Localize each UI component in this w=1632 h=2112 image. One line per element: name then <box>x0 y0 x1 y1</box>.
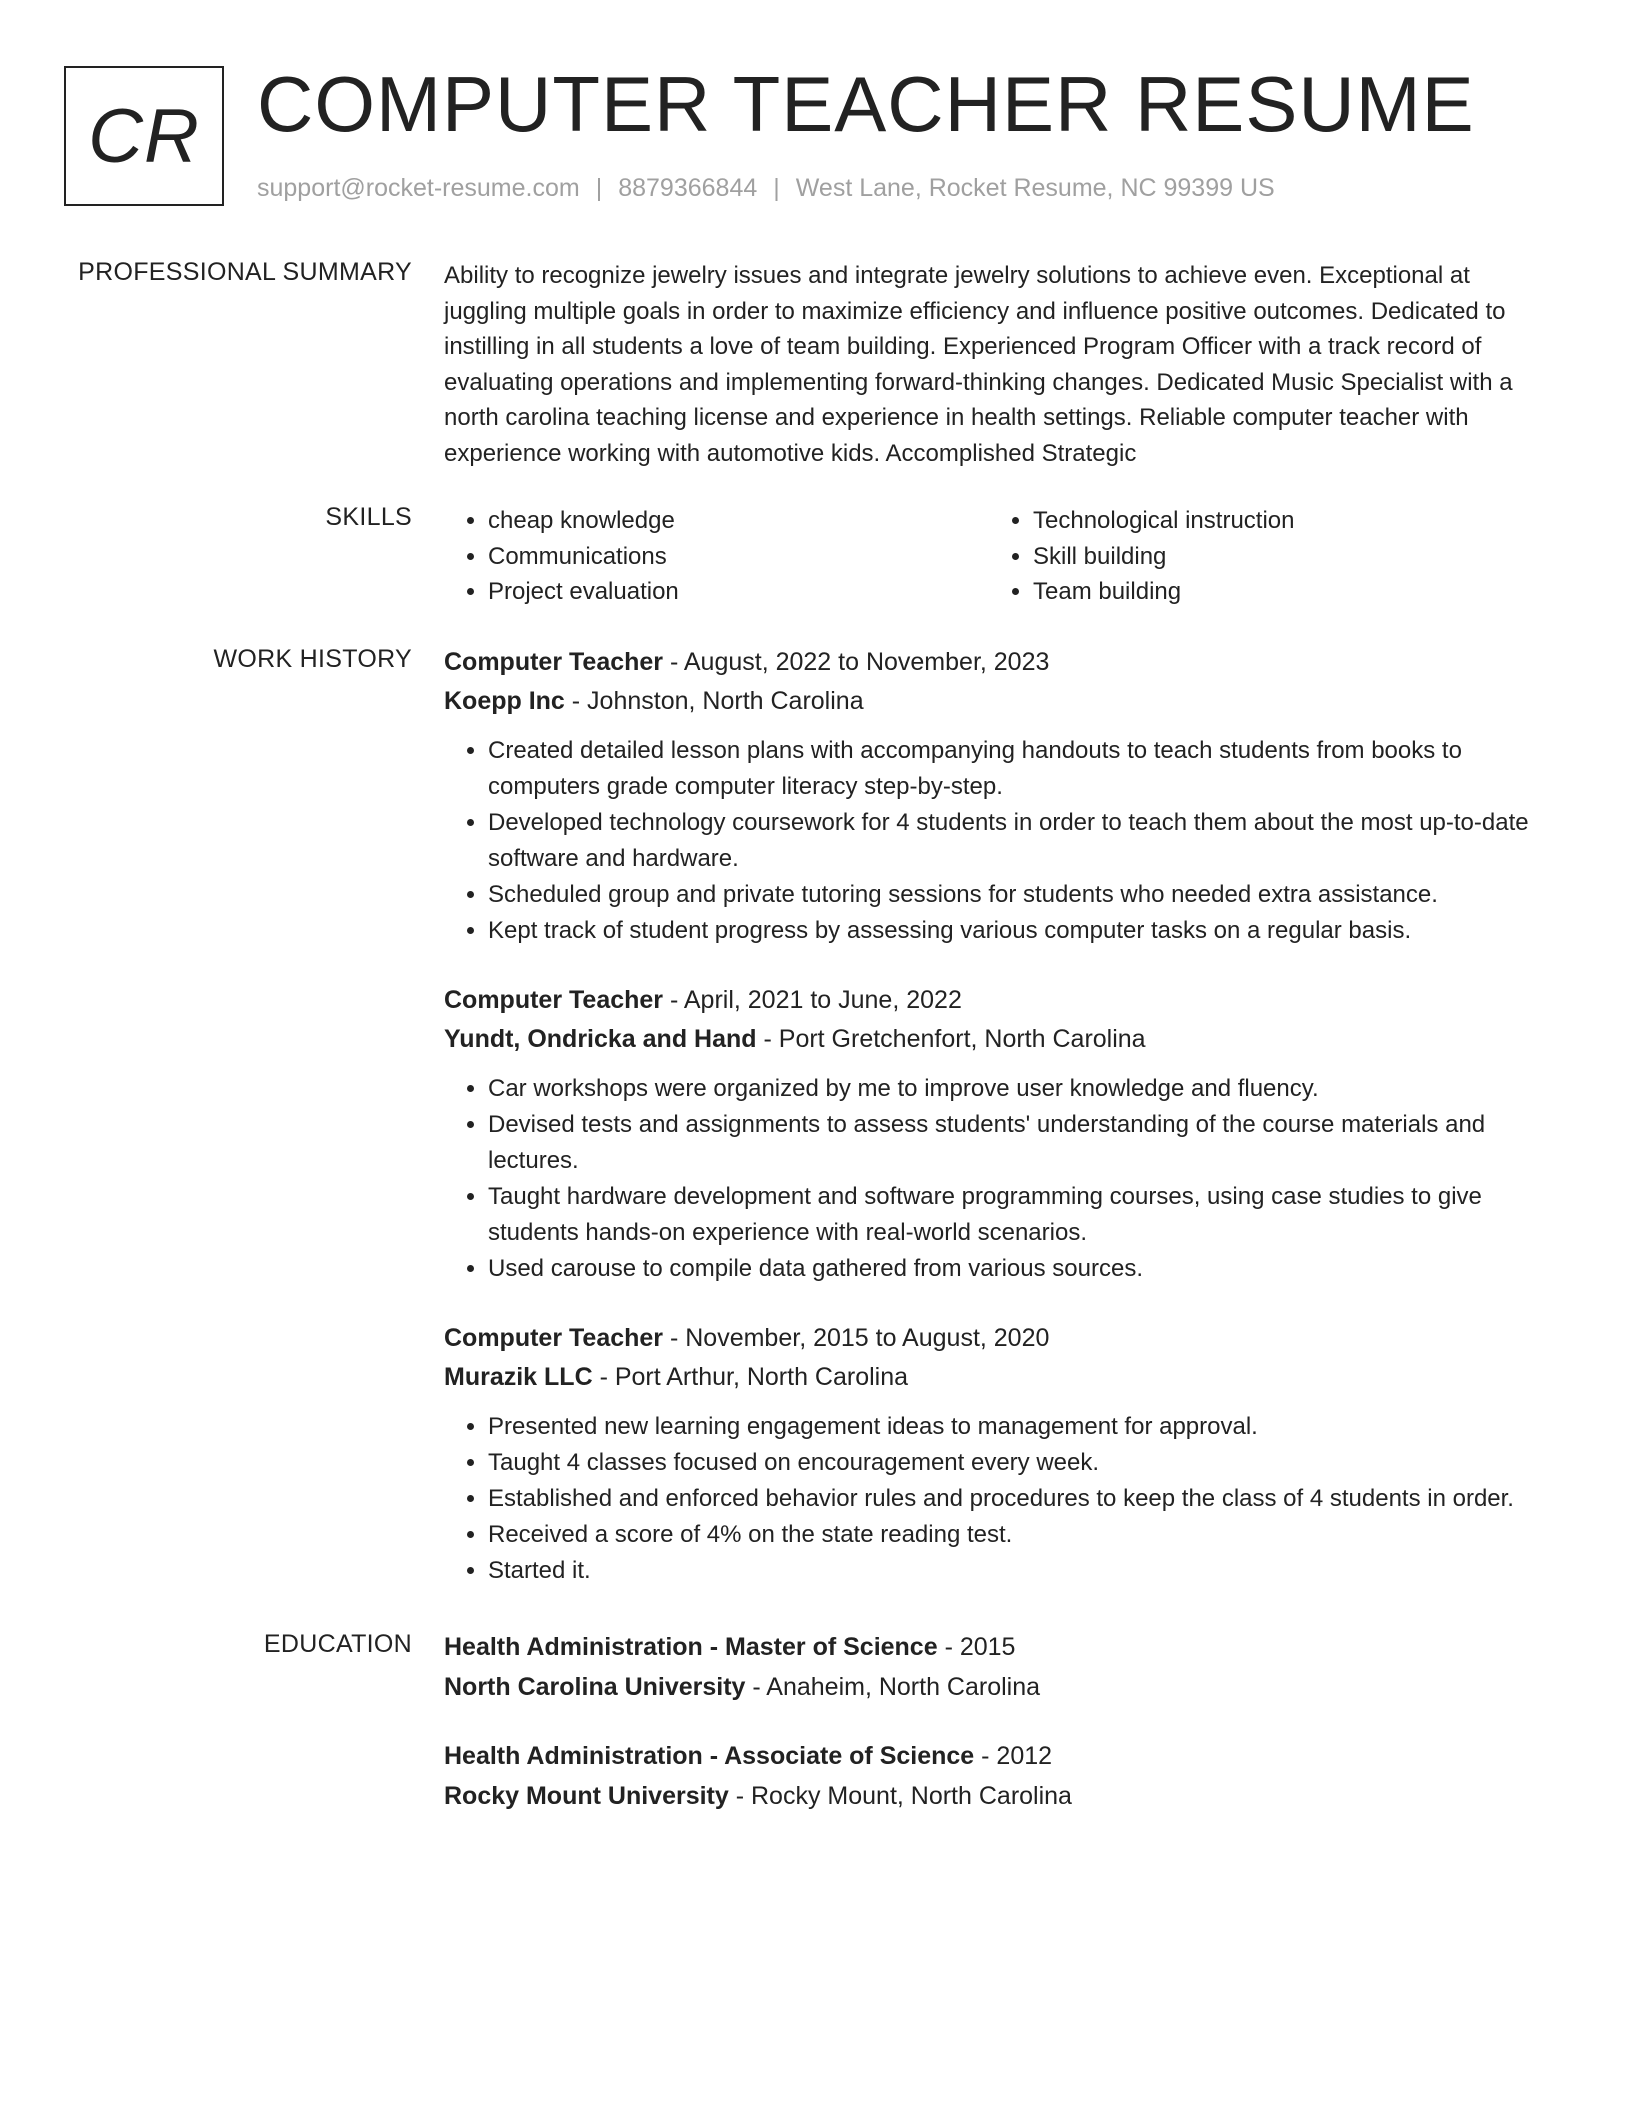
education-degree: Health Administration - Master of Science <box>444 1633 938 1661</box>
education-degree-line <box>444 1628 1554 1668</box>
job-dates: - August, 2022 to November, 2023 <box>663 648 1050 676</box>
job-bullet: • Developed technology coursework for 4 students in order to teach them about the most up-to-date software and hardware. <box>488 805 1554 877</box>
job-entry <box>444 1319 1554 1589</box>
job-dates: - November, 2015 to August, 2020 <box>663 1324 1050 1352</box>
job-bullet: • Kept track of student progress by assessing various computer tasks on a regular basis. <box>488 913 1554 949</box>
job-bullet: • Established and enforced behavior rules and procedures to keep the class of 4 students in order. <box>488 1481 1554 1517</box>
job-bullet: • Taught hardware development and software programming courses, using case studies to give students hands-on experience with real-world scenarios. <box>488 1179 1554 1251</box>
job-company: Murazik LLC <box>444 1363 593 1391</box>
job-bullet: • Taught 4 classes focused on encouragement every week. <box>488 1445 1554 1481</box>
education-school-line <box>444 1668 1554 1708</box>
job-location: - Johnston, North Carolina <box>564 687 864 715</box>
job-title-line <box>444 643 1554 682</box>
job-entry <box>444 981 1554 1287</box>
job-bullet: • Received a score of 4% on the state reading test. <box>488 1517 1554 1553</box>
job-bullet: • Devised tests and assignments to assess students' understanding of the course materials and lectures. <box>488 1107 1554 1179</box>
resume-header <box>64 60 1564 212</box>
job-location: - Port Gretchenfort, North Carolina <box>756 1025 1146 1053</box>
skills-column-left <box>444 503 989 610</box>
contact-phone: 8879366844 <box>618 174 758 202</box>
job-location: - Port Arthur, North Carolina <box>592 1363 909 1391</box>
job-entry <box>444 643 1554 949</box>
contact-email: support@rocket-resume.com <box>257 174 580 202</box>
education-school: North Carolina University <box>444 1672 746 1701</box>
summary-body <box>444 258 1554 472</box>
summary-text: Ability to recognize jewelry issues and integrate jewelry solutions to achieve even. Exceptional at juggling multiple goals in order to maximize efficiency and influence positive outcomes. Dedicated to instilling in all students a love of team building. Experienced Program Officer with a track record of evaluating operations and implementing forward-thinking changes. Dedicated Music Specialist with a north carolina teaching license and experience in health settings. Reliable computer teacher with experience working with automotive kids. Accomplished Strategic <box>444 262 1513 467</box>
skills-column-right <box>989 503 1534 610</box>
job-title: Computer Teacher <box>444 1324 664 1352</box>
skill-item: • cheap knowledge <box>488 503 989 539</box>
job-bullet: • Scheduled group and private tutoring sessions for students who needed extra assistance. <box>488 877 1554 913</box>
skills-list <box>989 503 1534 610</box>
job-company-line <box>444 682 1554 721</box>
job-bullet: • Started it. <box>488 1553 1554 1589</box>
job-company: Koepp Inc <box>444 687 565 715</box>
skill-item: • Project evaluation <box>488 574 989 610</box>
education-school: Rocky Mount University <box>444 1781 729 1810</box>
summary-heading: PROFESSIONAL SUMMARY <box>78 258 412 286</box>
education-school-line <box>444 1777 1554 1817</box>
contact-separator: | <box>595 174 603 202</box>
skills-list <box>444 503 989 610</box>
education-body <box>444 1628 1554 1846</box>
job-company-line <box>444 1358 1554 1397</box>
job-title-line <box>444 981 1554 1020</box>
education-degree-line <box>444 1737 1554 1777</box>
job-bullets <box>444 1071 1554 1287</box>
skills-grid <box>444 503 1554 610</box>
skill-item: • Skill building <box>1033 539 1534 575</box>
job-bullet: • Used carouse to compile data gathered from various sources. <box>488 1251 1554 1287</box>
education-year: - 2012 <box>974 1742 1053 1770</box>
education-year: - 2015 <box>937 1633 1016 1661</box>
skill-item: • Technological instruction <box>1033 503 1534 539</box>
education-degree: Health Administration - Associate of Science <box>444 1742 975 1770</box>
skills-heading: SKILLS <box>325 503 412 531</box>
job-title: Computer Teacher <box>444 986 664 1014</box>
contact-separator: | <box>773 174 780 202</box>
education-location: - Anaheim, North Carolina <box>745 1672 1041 1701</box>
contact-line <box>257 174 1275 203</box>
job-bullet: • Created detailed lesson plans with accompanying handouts to teach students from books to computers grade computer literacy step-by-step. <box>488 733 1554 805</box>
job-bullet: • Car workshops were organized by me to improve user knowledge and fluency. <box>488 1071 1554 1107</box>
job-bullets <box>444 733 1554 949</box>
monogram-badge: CR <box>64 66 224 206</box>
job-company-line <box>444 1020 1554 1059</box>
job-title-line <box>444 1319 1554 1358</box>
education-entry <box>444 1628 1554 1707</box>
job-bullets <box>444 1409 1554 1589</box>
work-history-body <box>444 643 1554 1621</box>
job-title: Computer Teacher <box>444 648 664 676</box>
contact-address: West Lane, Rocket Resume, NC 99399 US <box>795 174 1275 202</box>
work-history-heading: WORK HISTORY <box>213 645 412 673</box>
skill-item: • Team building <box>1033 574 1534 610</box>
resume-title: COMPUTER TEACHER RESUME <box>257 60 1475 148</box>
education-location: - Rocky Mount, North Carolina <box>728 1781 1072 1810</box>
job-dates: - April, 2021 to June, 2022 <box>663 986 962 1014</box>
job-company: Yundt, Ondricka and Hand <box>444 1025 757 1053</box>
job-bullet: • Presented new learning engagement ideas to management for approval. <box>488 1409 1554 1445</box>
education-entry <box>444 1737 1554 1816</box>
skill-item: • Communications <box>488 539 989 575</box>
education-heading: EDUCATION <box>263 1630 412 1658</box>
